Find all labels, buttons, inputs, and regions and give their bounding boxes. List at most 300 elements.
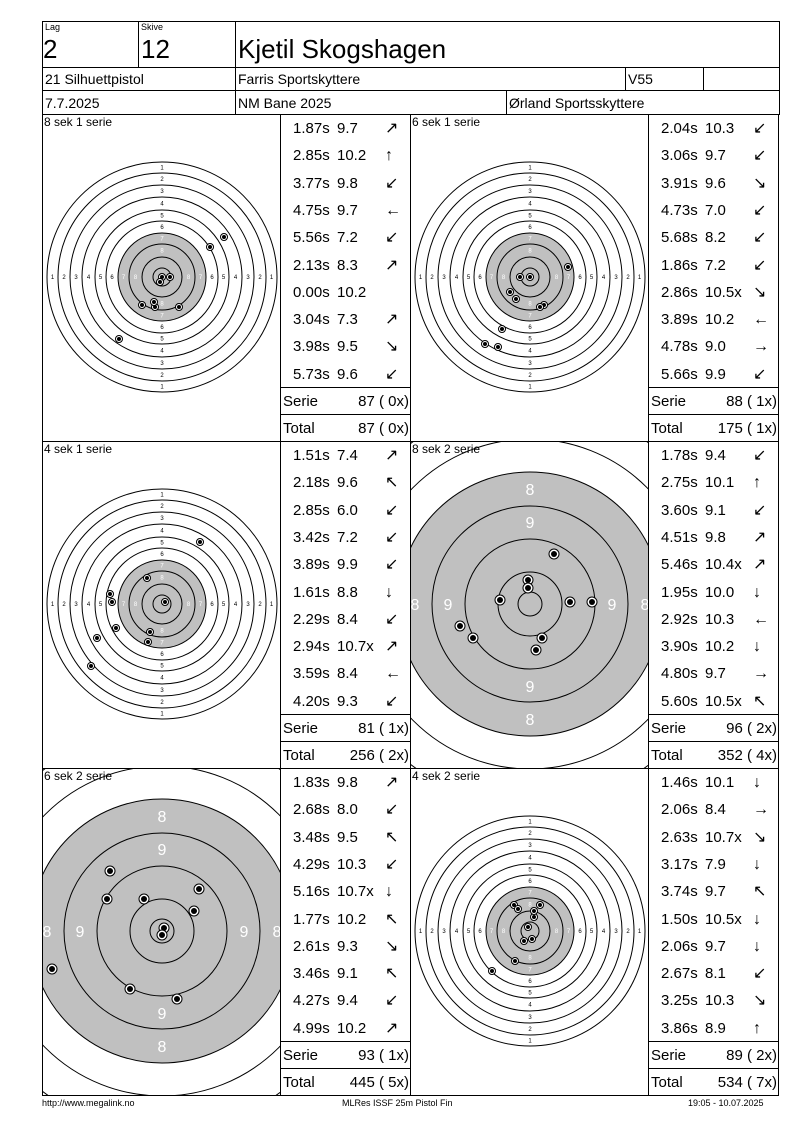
- ring-number: 5: [221, 602, 226, 608]
- shot-row: [281, 252, 411, 279]
- ring-number: 8: [528, 301, 532, 308]
- ring-number: 9: [239, 924, 249, 941]
- shot-time: 2.29s: [293, 610, 330, 628]
- header-name-cell: [235, 21, 780, 68]
- ring-number: 4: [233, 602, 238, 608]
- shot-time: 3.25s: [661, 992, 698, 1010]
- shot-time: 2.92s: [661, 610, 698, 628]
- shot-hole-core: [110, 600, 114, 604]
- target-graphic: [411, 115, 649, 442]
- shot-time: 1.77s: [293, 910, 330, 928]
- shot-direction-arrow-icon: ↗: [385, 256, 399, 274]
- ring-number: 3: [160, 361, 164, 367]
- shot-hole-core: [538, 903, 542, 907]
- shot-score: 10.3: [337, 855, 367, 873]
- ring-number: 8: [186, 602, 191, 608]
- shot-row: [649, 306, 779, 333]
- shot-score: 9.6: [337, 365, 358, 383]
- shot-score: 9.6: [337, 474, 358, 492]
- ring-number: 3: [74, 275, 78, 281]
- ring-number: 4: [601, 275, 606, 281]
- shot-row: [281, 987, 411, 1014]
- shot-direction-arrow-icon: ↙: [385, 801, 399, 819]
- serie-row-value: 96 ( 2x): [726, 720, 777, 737]
- ring-number: 8: [411, 597, 420, 614]
- shot-score: 9.7: [705, 147, 726, 165]
- shot-direction-arrow-icon: ↘: [385, 338, 399, 356]
- ring-number: 4: [160, 675, 164, 682]
- ring-number: 3: [74, 602, 78, 608]
- ring-number: 1: [160, 492, 164, 499]
- ring-number: 7: [198, 602, 203, 608]
- shot-hole-core: [497, 597, 503, 603]
- shot-score: 9.8: [337, 774, 358, 791]
- shot-hole-core: [174, 996, 180, 1002]
- target-panel: [42, 441, 281, 769]
- shot-hole-core: [208, 245, 212, 249]
- shot-hole-core: [177, 305, 181, 309]
- shot-direction-arrow-icon: ↓: [753, 910, 761, 928]
- shot-score: 9.7: [705, 665, 726, 683]
- shot-hole-core: [89, 664, 93, 668]
- shot-time: 3.90s: [661, 638, 698, 656]
- serie-row-value: 88 ( 1x): [726, 393, 777, 410]
- ring-number: 7: [528, 313, 532, 320]
- shot-score: 9.8: [705, 528, 726, 546]
- shot-row: [281, 361, 411, 388]
- shot-direction-arrow-icon: ↘: [753, 828, 767, 846]
- ring-number: 5: [160, 540, 164, 547]
- shot-time: 5.68s: [661, 229, 698, 247]
- shot-direction-arrow-icon: ↙: [753, 501, 767, 519]
- shot-hole-core: [514, 297, 518, 301]
- shot-row: [281, 1015, 411, 1042]
- shot-row: [649, 224, 779, 251]
- ring-number: 3: [160, 516, 164, 522]
- shot-score: 10.5x: [705, 910, 742, 928]
- shot-score: 10.0: [705, 583, 735, 601]
- panel-title: 6 sek 2 serie: [44, 769, 113, 783]
- target-graphic: [43, 115, 281, 442]
- shot-time: 4.27s: [293, 992, 330, 1010]
- shot-direction-arrow-icon: ↓: [385, 583, 393, 601]
- ring-number: 7: [525, 449, 535, 466]
- shot-time: 4.29s: [293, 855, 330, 873]
- ring-number: 4: [528, 348, 532, 355]
- serie-row: [649, 714, 779, 742]
- ring-number: 9: [525, 515, 535, 532]
- ring-number: 6: [160, 552, 164, 558]
- shot-score: 7.2: [337, 528, 358, 546]
- target-panel: [410, 768, 649, 1096]
- shot-row: [649, 633, 779, 660]
- target-graphic: [43, 769, 281, 1096]
- ring-number: 5: [466, 929, 471, 935]
- shot-hole-core: [533, 647, 539, 653]
- shot-time: 3.42s: [293, 528, 330, 546]
- shot-hole-core: [114, 626, 118, 630]
- shot-score: 10.4x: [705, 556, 742, 574]
- shot-time: 2.04s: [661, 120, 698, 137]
- ring-number: 2: [160, 373, 164, 379]
- shot-score: 8.1: [705, 965, 726, 983]
- shot-time: 1.50s: [661, 910, 698, 928]
- ring-number: 6: [160, 325, 164, 331]
- ring-number: 9: [157, 1006, 167, 1023]
- serie-row-value: 87 ( 0x): [358, 393, 409, 410]
- shot-score: 7.2: [337, 229, 358, 247]
- shot-row: [281, 579, 411, 606]
- target-panel: [410, 114, 649, 442]
- shot-time: 5.16s: [293, 883, 330, 901]
- ring-number: 1: [528, 384, 532, 391]
- ring-number: 3: [528, 1015, 532, 1021]
- ring-number: 8: [525, 712, 535, 729]
- total-row-label: Total: [651, 420, 683, 437]
- ring-number: 6: [210, 602, 214, 608]
- shot-direction-arrow-icon: ↙: [385, 501, 399, 519]
- ring-number: 6: [578, 929, 582, 935]
- shot-score: 10.2: [705, 638, 735, 656]
- target-graphic: [411, 769, 649, 1096]
- ring-number: 1: [50, 602, 55, 608]
- shot-hole-core: [500, 327, 504, 331]
- serie-row: [281, 1041, 411, 1069]
- ring-number: 8: [160, 248, 164, 255]
- shot-score: 10.1: [705, 774, 735, 791]
- ring-number: 1: [528, 165, 532, 172]
- discipline: 21 Silhuettpistol: [45, 71, 144, 87]
- shot-direction-arrow-icon: →: [753, 665, 769, 683]
- ring-number: 7: [157, 1072, 167, 1089]
- shot-row: [281, 469, 411, 496]
- shot-row: [281, 524, 411, 551]
- serie-row-value: 81 ( 1x): [358, 720, 409, 737]
- shot-table: [648, 114, 779, 442]
- shot-direction-arrow-icon: ↙: [753, 365, 767, 383]
- ring-number: 1: [637, 275, 642, 281]
- shot-score: 10.3: [705, 120, 735, 137]
- ring-number: 9: [75, 924, 85, 941]
- shot-row: [649, 279, 779, 306]
- shot-row: [649, 252, 779, 279]
- shot-hole-core: [141, 896, 147, 902]
- shot-time: 4.75s: [293, 201, 330, 219]
- ring-number: 4: [454, 929, 459, 935]
- total-row-label: Total: [651, 747, 683, 764]
- shot-row: [281, 960, 411, 987]
- shot-direction-arrow-icon: ↙: [385, 528, 399, 546]
- shot-direction-arrow-icon: ↓: [753, 638, 761, 656]
- shot-row: [281, 824, 411, 851]
- shot-table: [280, 441, 411, 769]
- shot-score: 10.3: [705, 610, 735, 628]
- shot-hole-core: [528, 275, 532, 279]
- total-row: [281, 414, 411, 442]
- ring-number: 2: [160, 177, 164, 183]
- shot-score: 7.4: [337, 447, 358, 464]
- serie-row-label: Serie: [651, 720, 687, 737]
- ring-number: 8: [528, 955, 532, 962]
- shot-score: 9.4: [705, 447, 726, 464]
- ring-number: 1: [50, 275, 55, 281]
- header-lag-cell: [42, 21, 139, 68]
- shot-row: [281, 906, 411, 933]
- ring-number: 8: [272, 924, 281, 941]
- shot-time: 3.48s: [293, 828, 330, 846]
- shot-row: [649, 606, 779, 633]
- ring-number: 4: [528, 855, 532, 862]
- ring-number: 5: [589, 275, 594, 281]
- header-event-cell: [235, 90, 507, 115]
- ring-number: 5: [589, 929, 594, 935]
- shot-direction-arrow-icon: ↗: [385, 1019, 399, 1037]
- shot-score: 9.9: [705, 365, 726, 383]
- ring-number: 5: [528, 336, 532, 343]
- shot-time: 4.99s: [293, 1019, 330, 1037]
- shot-hole-core: [589, 599, 595, 605]
- shot-direction-arrow-icon: ↙: [385, 855, 399, 873]
- ring-number: 9: [443, 597, 453, 614]
- ring-number: 6: [478, 275, 482, 281]
- ring-number: 2: [160, 700, 164, 706]
- panel-title: 4 sek 2 serie: [412, 769, 481, 783]
- ring-number: 7: [160, 313, 164, 320]
- skive-value: 12: [141, 34, 170, 64]
- ring-number: 3: [528, 189, 532, 195]
- shot-time: 0.00s: [293, 283, 330, 301]
- shot-row: [649, 361, 779, 388]
- ring-number: 4: [528, 201, 532, 208]
- ring-number: 4: [601, 929, 606, 935]
- shot-direction-arrow-icon: ↘: [385, 937, 399, 955]
- shot-hole-core: [145, 576, 149, 580]
- ring-number: 1: [418, 275, 423, 281]
- ring-number: 7: [121, 275, 126, 281]
- shot-time: 4.73s: [661, 201, 698, 219]
- shot-hole-core: [222, 235, 226, 239]
- shot-hole-core: [518, 275, 522, 279]
- shot-hole-core: [530, 937, 534, 941]
- shot-time: 5.66s: [661, 365, 698, 383]
- ring-number: 6: [528, 979, 532, 985]
- shot-row: [649, 579, 779, 606]
- ring-number: 5: [221, 275, 226, 281]
- shot-direction-arrow-icon: ↙: [753, 120, 767, 137]
- shot-time: 4.80s: [661, 665, 698, 683]
- shot-hole-core: [127, 986, 133, 992]
- shot-row: [649, 933, 779, 960]
- ring-number: 6: [160, 225, 164, 231]
- shot-row: [649, 197, 779, 224]
- shot-row: [281, 769, 411, 796]
- shot-direction-arrow-icon: ↖: [753, 692, 767, 710]
- shot-direction-arrow-icon: ↖: [385, 965, 399, 983]
- ring-number: 2: [62, 275, 66, 281]
- ring-number: 7: [528, 967, 532, 974]
- ring-number: 3: [528, 361, 532, 367]
- ring-number: 6: [110, 275, 114, 281]
- shot-time: 2.68s: [293, 801, 330, 819]
- shot-hole-core: [146, 640, 150, 644]
- ring-number: 3: [160, 189, 164, 195]
- shot-hole-core: [148, 630, 152, 634]
- ring-number: 8: [640, 597, 649, 614]
- shot-direction-arrow-icon: ↓: [385, 883, 393, 901]
- shot-hole-core: [525, 585, 531, 591]
- shot-hole-core: [516, 907, 520, 911]
- shot-direction-arrow-icon: ↗: [385, 120, 399, 137]
- club: Farris Sportskyttere: [238, 71, 361, 87]
- ring-number: 8: [528, 248, 532, 255]
- target-panel: [410, 441, 649, 769]
- ring-number: 2: [626, 929, 630, 935]
- event: NM Bane 2025: [238, 95, 332, 111]
- ring-number: 2: [528, 373, 532, 379]
- serie-row-value: 89 ( 2x): [726, 1047, 777, 1064]
- shot-hole-core: [457, 623, 463, 629]
- shot-score: 9.3: [337, 937, 358, 955]
- ring-number: 3: [246, 275, 250, 281]
- shot-direction-arrow-icon: ↖: [753, 883, 767, 901]
- shot-row: [281, 633, 411, 660]
- serie-row: [281, 387, 411, 415]
- shot-row: [649, 142, 779, 169]
- ring-number: 1: [269, 275, 274, 281]
- shot-row: [281, 333, 411, 360]
- serie-row-label: Serie: [651, 1047, 687, 1064]
- shot-direction-arrow-icon: →: [753, 801, 769, 819]
- shot-row: [649, 660, 779, 687]
- shot-direction-arrow-icon: ←: [385, 665, 401, 683]
- shot-time: 3.46s: [293, 965, 330, 983]
- shot-direction-arrow-icon: ↖: [385, 828, 399, 846]
- shot-time: 1.86s: [661, 256, 698, 274]
- ring-number: 6: [578, 275, 582, 281]
- total-row-value: 445 ( 5x): [349, 1074, 409, 1091]
- shot-row: [281, 796, 411, 823]
- ring-number: 7: [525, 745, 535, 762]
- header-empty-cell: [703, 67, 780, 91]
- ring-number: 1: [418, 929, 423, 935]
- shot-row: [281, 688, 411, 715]
- shot-row: [281, 933, 411, 960]
- target-panel: [42, 114, 281, 442]
- ring-number: 7: [528, 890, 532, 897]
- shot-score: 9.6: [705, 174, 726, 192]
- shot-direction-arrow-icon: ↙: [753, 229, 767, 247]
- shot-hole-core: [490, 969, 494, 973]
- shot-hole-core: [152, 300, 156, 304]
- shot-hole-core: [567, 599, 573, 605]
- shot-direction-arrow-icon: ↖: [385, 474, 399, 492]
- total-row: [649, 1068, 779, 1096]
- ring-number: 8: [160, 575, 164, 582]
- shot-row: [281, 142, 411, 169]
- shot-direction-arrow-icon: ↓: [753, 937, 761, 955]
- shot-time: 3.86s: [661, 1019, 698, 1037]
- shot-time: 5.46s: [661, 556, 698, 574]
- shot-direction-arrow-icon: ←: [385, 201, 401, 219]
- target-panel: [42, 768, 281, 1096]
- total-row-label: Total: [283, 1074, 315, 1091]
- ring-number: 1: [528, 1038, 532, 1045]
- shot-direction-arrow-icon: ↘: [753, 992, 767, 1010]
- header-organizer-cell: [506, 90, 780, 115]
- shot-direction-arrow-icon: ↓: [753, 583, 761, 601]
- ring-number: 2: [62, 602, 66, 608]
- shot-score: 7.9: [705, 855, 726, 873]
- total-row-value: 352 ( 4x): [717, 747, 777, 764]
- shot-time: 3.59s: [293, 665, 330, 683]
- shot-row: [649, 115, 779, 142]
- shot-direction-arrow-icon: ↙: [753, 447, 767, 464]
- shot-table: [280, 768, 411, 1096]
- shot-row: [281, 606, 411, 633]
- ring-number: 6: [528, 225, 532, 231]
- shot-score: 10.2: [337, 283, 367, 301]
- shot-row: [281, 279, 411, 306]
- ring-number: 3: [442, 929, 446, 935]
- shot-hole-core: [159, 932, 165, 938]
- ring-number: 8: [525, 482, 535, 499]
- shot-time: 3.04s: [293, 311, 330, 329]
- shot-row: [281, 851, 411, 878]
- ring-number: 2: [430, 929, 434, 935]
- ring-number: 2: [528, 1027, 532, 1033]
- shot-direction-arrow-icon: ↖: [385, 910, 399, 928]
- panel-title: 6 sek 1 serie: [412, 115, 481, 129]
- shot-score: 9.8: [337, 174, 358, 192]
- shot-time: 2.75s: [661, 474, 698, 492]
- shot-row: [649, 170, 779, 197]
- shot-score: 10.7x: [337, 883, 374, 901]
- ring-number: 4: [454, 275, 459, 281]
- shot-score: 8.0: [337, 801, 358, 819]
- ring-number: 8: [157, 1039, 167, 1056]
- shot-score: 10.2: [337, 1019, 367, 1037]
- ring-number: 9: [525, 679, 535, 696]
- shot-score: 9.7: [337, 120, 358, 137]
- shot-row: [281, 878, 411, 905]
- serie-row-value: 93 ( 1x): [358, 1047, 409, 1064]
- shot-row: [649, 333, 779, 360]
- ring-number: 1: [637, 929, 642, 935]
- shot-direction-arrow-icon: ↙: [385, 692, 399, 710]
- ring-number: 6: [528, 879, 532, 885]
- shot-time: 4.51s: [661, 528, 698, 546]
- ring-number: 3: [160, 688, 164, 694]
- shot-hole-core: [95, 636, 99, 640]
- shot-score: 8.4: [337, 665, 358, 683]
- ring-number: 1: [160, 165, 164, 172]
- total-row-value: 534 ( 7x): [717, 1074, 777, 1091]
- ring-number: 1: [160, 384, 164, 391]
- shot-hole-core: [198, 540, 202, 544]
- shot-direction-arrow-icon: ↑: [753, 474, 761, 492]
- shot-direction-arrow-icon: ↙: [385, 365, 399, 383]
- shot-hole-core: [108, 592, 112, 596]
- panel-title: 8 sek 1 serie: [44, 115, 113, 129]
- ring-number: 5: [528, 213, 532, 220]
- ring-number: 8: [133, 275, 138, 281]
- shot-time: 3.60s: [661, 501, 698, 519]
- ring-number: 6: [478, 929, 482, 935]
- total-row: [281, 741, 411, 769]
- shot-table: [648, 768, 779, 1096]
- shot-time: 2.13s: [293, 256, 330, 274]
- ring-number: 8: [133, 602, 138, 608]
